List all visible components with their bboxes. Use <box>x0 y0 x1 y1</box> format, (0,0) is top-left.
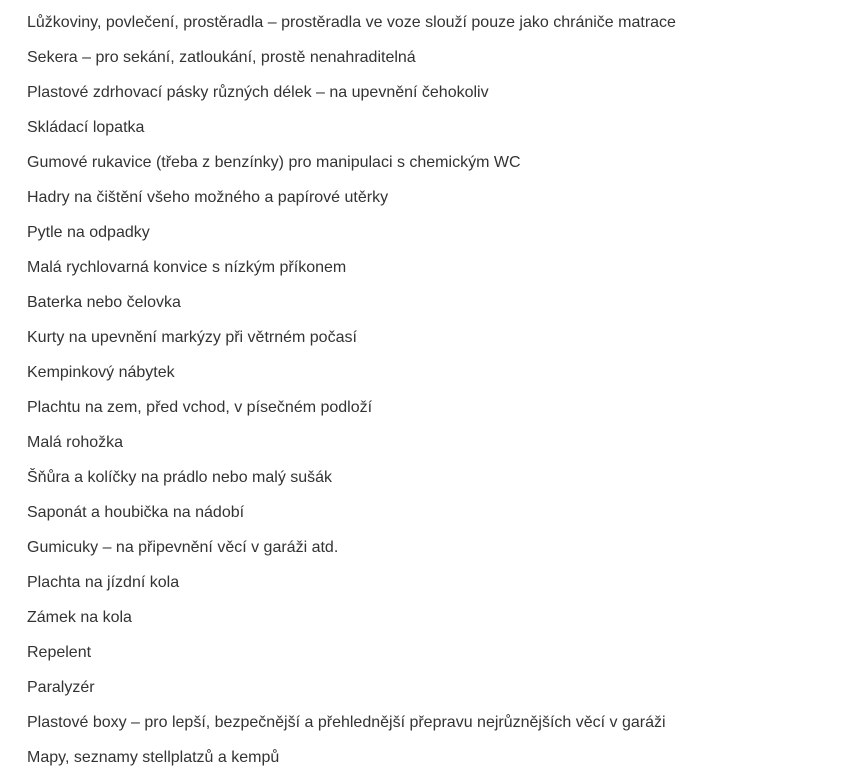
list-item: Plachta na jízdní kola <box>27 574 180 591</box>
list-item: Hadry na čištění všeho možného a papírové utěrky <box>27 189 389 206</box>
list-item: Plastové zdrhovací pásky různých délek – na upevnění čehokoliv <box>27 84 489 101</box>
list-item: Lůžkoviny, povlečení, prostěradla – prostěradla ve voze slouží pouze jako chrániče matrace <box>27 14 676 31</box>
list-item: Zámek na kola <box>27 609 132 626</box>
list-item: Plachtu na zem, před vchod, v písečném podloží <box>27 399 373 416</box>
list-item: Kempinkový nábytek <box>27 364 175 381</box>
list-item: Malá rychlovarná konvice s nízkým příkonem <box>27 259 347 276</box>
list-item: Kurty na upevnění markýzy při větrném počasí <box>27 329 357 346</box>
list-item: Šňůra a kolíčky na prádlo nebo malý sušák <box>27 469 333 486</box>
list-item: Gumicuky – na připevnění věcí v garáži atd. <box>27 539 339 556</box>
list-item: Gumové rukavice (třeba z benzínky) pro manipulaci s chemickým WC <box>27 154 521 171</box>
list-item: Mapy, seznamy stellplatzů a kempů <box>27 749 280 766</box>
list-item: Skládací lopatka <box>27 119 145 136</box>
list-item: Plastové boxy – pro lepší, bezpečnější a přehlednější přepravu nejrůznějších věcí v garáži <box>27 714 666 731</box>
list-item: Sekera – pro sekání, zatloukání, prostě nenahraditelná <box>27 49 416 66</box>
list-item: Malá rohožka <box>27 434 124 451</box>
packing-list <box>27 5 676 775</box>
list-item: Baterka nebo čelovka <box>27 294 181 311</box>
list-item: Repelent <box>27 644 92 661</box>
list-item: Saponát a houbička na nádobí <box>27 504 245 521</box>
list-item: Paralyzér <box>27 679 95 696</box>
list-item: Pytle na odpadky <box>27 224 150 241</box>
